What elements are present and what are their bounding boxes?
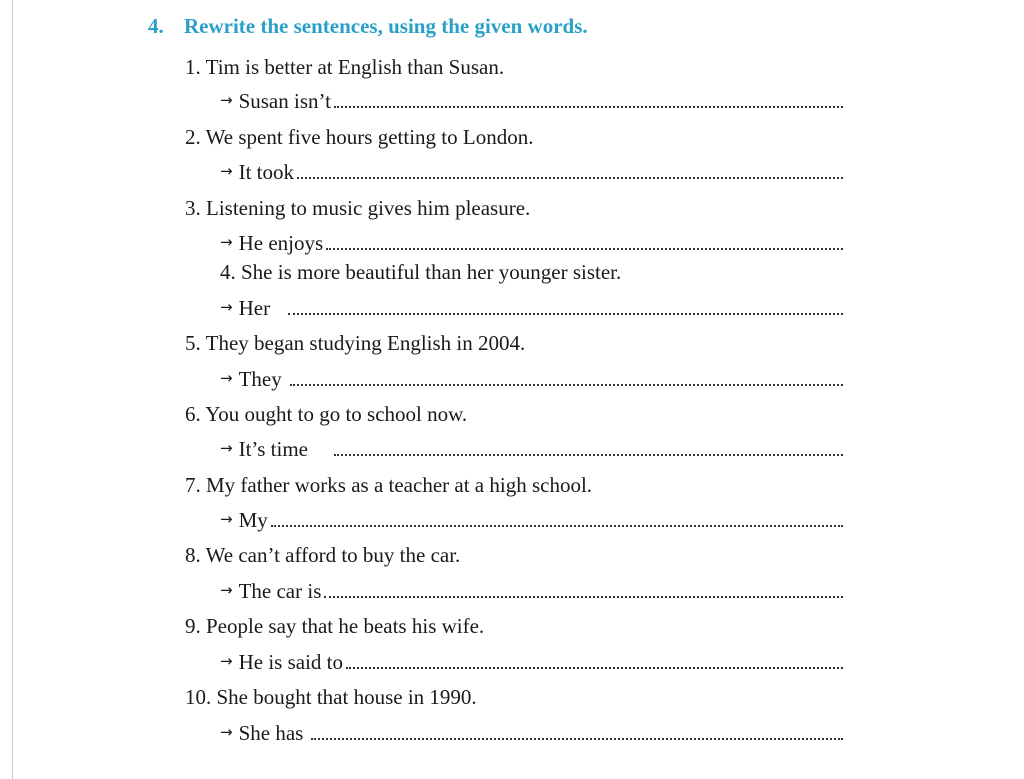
exercise-sentence-7: 7. My father works as a teacher at a high school. <box>185 473 593 497</box>
answer-prompt-10: She has <box>238 721 304 745</box>
answer-line-4[interactable] <box>220 295 843 321</box>
answer-line-8[interactable] <box>220 578 843 604</box>
exercise-sentence-1: 1. Tim is better at English than Susan. <box>185 55 505 79</box>
answer-prompt-2: It took <box>238 160 294 184</box>
answer-blank-3[interactable] <box>326 248 843 250</box>
answer-blank-8[interactable] <box>324 596 843 598</box>
answer-prompt-6: It’s time <box>238 437 308 461</box>
answer-prompt-7: My <box>238 508 268 532</box>
arrow-icon: → <box>220 91 233 109</box>
arrow-icon: → <box>220 439 233 457</box>
exercise-sentence-8: 8. We can’t afford to buy the car. <box>185 543 461 567</box>
exercise-sentence-4: 4. She is more beautiful than her younger sister. <box>220 260 622 284</box>
arrow-icon: → <box>220 510 233 528</box>
exercise-sentence-5: 5. They began studying English in 2004. <box>185 331 526 355</box>
answer-prompt-9: He is said to <box>238 650 343 674</box>
answer-blank-2[interactable] <box>297 177 843 179</box>
arrow-icon: → <box>220 369 233 387</box>
answer-prompt-1: Susan isn’t <box>238 89 331 113</box>
arrow-icon: → <box>220 652 233 670</box>
answer-blank-6[interactable] <box>334 454 843 456</box>
answer-prompt-8: The car is <box>238 579 322 603</box>
answer-line-6[interactable] <box>220 436 843 462</box>
answer-prompt-3: He enjoys <box>238 231 324 255</box>
exercise-number: 4. <box>148 14 164 38</box>
exercise-sentence-9: 9. People say that he beats his wife. <box>185 614 485 638</box>
answer-line-10[interactable] <box>220 720 843 746</box>
answer-line-2[interactable] <box>220 159 843 185</box>
answer-blank-4[interactable] <box>288 313 843 315</box>
answer-blank-10[interactable] <box>311 738 843 740</box>
exercise-title: Rewrite the sentences, using the given words. <box>184 14 588 38</box>
answer-line-1[interactable] <box>220 88 843 114</box>
answer-blank-1[interactable] <box>334 106 843 108</box>
arrow-icon: → <box>220 162 233 180</box>
answer-blank-7[interactable] <box>271 525 843 527</box>
exercise-heading <box>148 14 588 39</box>
arrow-icon: → <box>220 581 233 599</box>
exercise-sentence-10: 10. She bought that house in 1990. <box>185 685 477 709</box>
exercise-sentence-2: 2. We spent five hours getting to London. <box>185 125 534 149</box>
exercise-sentence-6: 6. You ought to go to school now. <box>185 402 468 426</box>
answer-blank-5[interactable] <box>290 384 843 386</box>
answer-line-3[interactable] <box>220 230 843 256</box>
arrow-icon: → <box>220 233 233 251</box>
answer-line-7[interactable] <box>220 507 843 533</box>
answer-line-5[interactable] <box>220 366 843 392</box>
exercise-sentence-3: 3. Listening to music gives him pleasure. <box>185 196 531 220</box>
arrow-icon: → <box>220 298 233 316</box>
answer-prompt-5: They <box>238 367 282 391</box>
arrow-icon: → <box>220 723 233 741</box>
answer-prompt-4: Her <box>238 296 271 320</box>
answer-line-9[interactable] <box>220 649 843 675</box>
answer-blank-9[interactable] <box>346 667 843 669</box>
page-left-border <box>12 0 13 779</box>
